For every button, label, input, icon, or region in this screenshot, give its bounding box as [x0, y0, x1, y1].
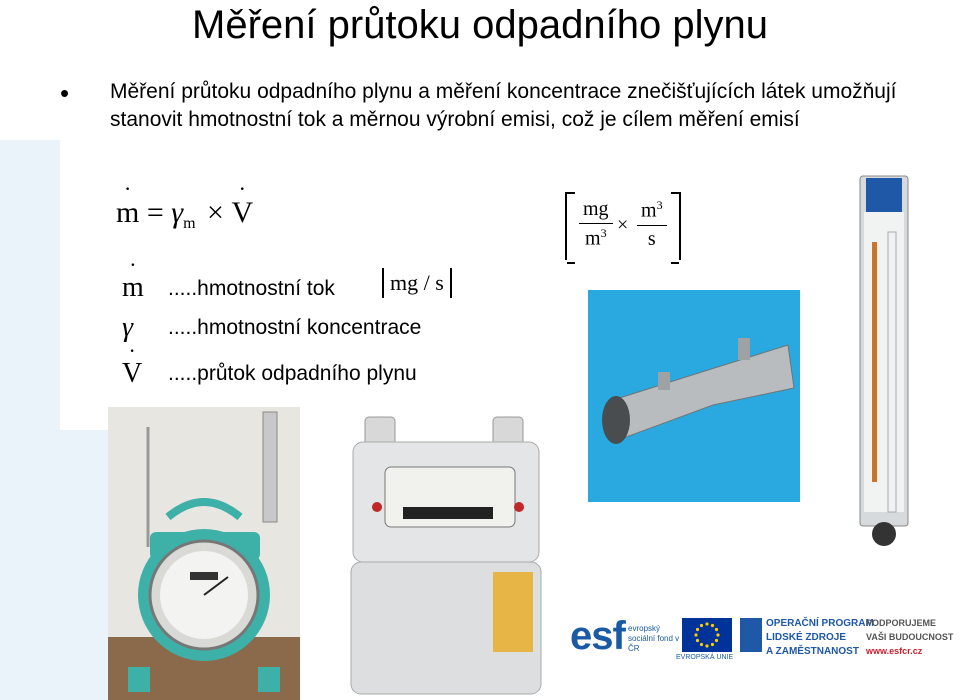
legend-symbol-m: . m [122, 272, 144, 304]
rotameter-photo [848, 172, 918, 550]
eq-gamma-sub: m [183, 215, 196, 232]
op-line-1: OPERAČNÍ PROGRAM [766, 618, 874, 629]
units-num-2: $m^3$ [637, 198, 667, 226]
funding-logos [570, 614, 960, 670]
units-times: × [617, 214, 629, 236]
units-den-2: s [647, 227, 656, 250]
legend-text-gamma: .....hmotnostní koncentrace [168, 316, 422, 339]
units-num-1: mg [579, 198, 613, 224]
eu-caption: EVROPSKÁ UNIE [676, 654, 734, 661]
units-den-1: $m^3$ [585, 226, 607, 250]
wet-gas-meter-photo [108, 407, 300, 700]
page-title: Měření průtoku odpadního plynu [192, 3, 768, 47]
op-logo-icon [740, 618, 762, 652]
legend-text-m: .....hmotnostní tok [168, 277, 335, 300]
legend-symbol-v: . V [122, 358, 142, 390]
eq-gamma: γ [171, 196, 184, 229]
mass-flow-equation [116, 196, 253, 233]
units-fraction-2 [637, 198, 667, 251]
eq-equals: = [146, 196, 164, 229]
units-fraction-1 [579, 198, 613, 251]
bullet-marker: • [60, 78, 70, 108]
op-line-3: A ZAMĚSTNANOST [766, 646, 859, 657]
esf-caption: evropský sociální fond v ČR [628, 624, 680, 653]
eq-times: × [207, 196, 224, 229]
eu-flag-stars-icon [682, 618, 732, 652]
op-line-2: LIDSKÉ ZDROJE [766, 632, 847, 643]
support-line-2: VAŠI BUDOUCNOST [866, 632, 954, 642]
esf-logo: esf [570, 614, 625, 658]
eq-lhs: . m [116, 196, 139, 230]
esf-url-link[interactable]: www.esfcr.cz [866, 646, 923, 656]
eq-rhs: . V [231, 196, 253, 230]
support-line-1: PODPORUJEME [866, 618, 937, 628]
legend-text-v: .....průtok odpadního plynu [168, 362, 417, 385]
background-shape [0, 140, 60, 440]
venturi-tube-photo [588, 290, 800, 502]
intro-text: Měření průtoku odpadního plynu a měření koncentrace znečišťujících látek umožňují stanovit hmotnostní tok a měrnou výrobní emisi, což je cílem měření emisí [110, 80, 897, 131]
units-bracket [565, 192, 681, 260]
legend-symbol-gamma: γ [122, 312, 134, 343]
diaphragm-gas-meter-photo [345, 412, 545, 700]
legend-unit-bracket: mg / s [382, 268, 452, 298]
